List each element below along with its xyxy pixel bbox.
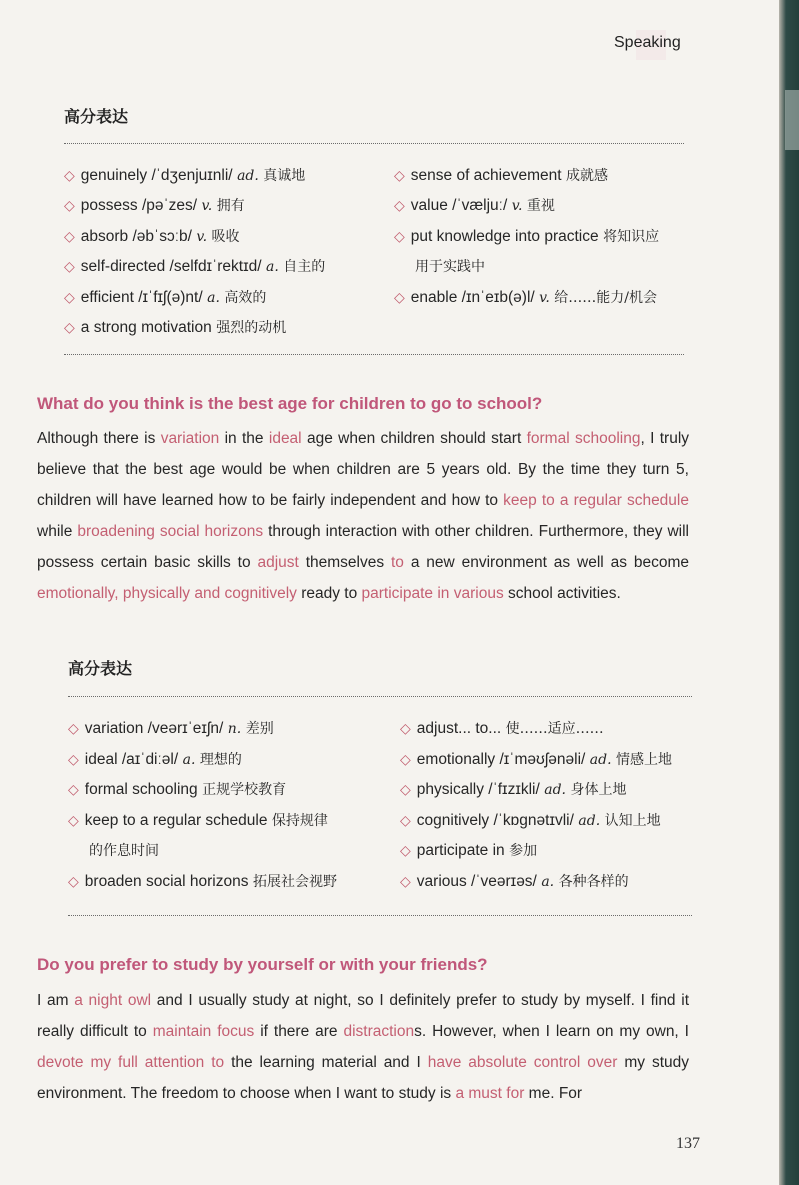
question-heading-2: Do you prefer to study by yourself or with your friends? bbox=[37, 955, 488, 974]
vocab-pos: v. bbox=[534, 289, 550, 306]
vocab-zh-continuation: 的作息时间 bbox=[89, 843, 159, 860]
vocab-meaning: 吸收 bbox=[207, 228, 240, 245]
vocab-pos: v. bbox=[197, 198, 213, 215]
vocab-term: sense of achievement bbox=[410, 167, 562, 184]
vocab-term: emotionally /ɪˈməʊʃənəli/ bbox=[416, 750, 586, 768]
paragraph-text: while bbox=[37, 523, 78, 540]
vocab-term: put knowledge into practice bbox=[410, 227, 599, 245]
vocab-meaning: 给……能力/机会 bbox=[549, 289, 658, 306]
vocab-meaning: 情感上地 bbox=[611, 751, 672, 768]
spine-tab bbox=[785, 90, 799, 150]
highlighted-phrase: maintain focus bbox=[152, 1023, 255, 1040]
paragraph-text: Although there is bbox=[37, 430, 161, 447]
vocab-meaning: 成就感 bbox=[561, 168, 609, 184]
diamond-bullet-icon: ◇ bbox=[64, 167, 75, 183]
diamond-bullet-icon: ◇ bbox=[400, 811, 411, 828]
paragraph-text: themselves bbox=[298, 554, 391, 571]
dotted-divider bbox=[64, 354, 684, 355]
vocab-item bbox=[89, 840, 159, 860]
highlighted-phrase: broadening social horizons bbox=[77, 523, 264, 540]
highlighted-phrase: a night owl bbox=[74, 992, 152, 1009]
diamond-bullet-icon: ◇ bbox=[68, 811, 79, 828]
vocab-item bbox=[64, 226, 240, 246]
paragraph-text: through interaction with other children. Furthermore, they will possess certain basic skills to bbox=[37, 523, 689, 571]
vocab-meaning: 高效的 bbox=[219, 289, 267, 306]
book-spine-edge bbox=[779, 0, 799, 1185]
paragraph-text: if there are bbox=[254, 1023, 344, 1040]
diamond-bullet-icon: ◇ bbox=[64, 319, 75, 335]
diamond-bullet-icon: ◇ bbox=[68, 781, 79, 798]
vocab-item bbox=[394, 195, 555, 215]
vocab-term: cognitively /ˈkɒgnətɪvli/ bbox=[416, 811, 574, 829]
vocab-meaning: 重视 bbox=[522, 198, 555, 215]
highlighted-phrase: devote my full attention to bbox=[37, 1054, 225, 1071]
paragraph-text: in the bbox=[219, 430, 269, 447]
vocab-term: genuinely /ˈdʒenjuɪnli/ bbox=[80, 167, 233, 184]
paragraph-text: , I truly believe that the best age would be when children are 5 years old. By the time they turn 5, children will have learned how to be fairly independent and how to bbox=[37, 430, 690, 509]
vocab-item bbox=[400, 840, 537, 860]
vocab-meaning: 各种各样的 bbox=[554, 874, 629, 890]
diamond-bullet-icon: ◇ bbox=[394, 227, 405, 244]
vocab-meaning: 参加 bbox=[504, 843, 538, 860]
diamond-bullet-icon: ◇ bbox=[400, 750, 411, 767]
vocab-term: self-directed /selfdɪˈrektɪd/ bbox=[80, 258, 262, 276]
vocab-pos: ad. bbox=[585, 751, 612, 768]
vocab-pos: ad. bbox=[573, 812, 601, 829]
vocab-meaning: 理想的 bbox=[195, 751, 242, 768]
highlighted-phrase: emotionally, physically and cognitively bbox=[37, 585, 297, 602]
diamond-bullet-icon: ◇ bbox=[64, 258, 75, 275]
answer-paragraph-1 bbox=[37, 423, 689, 609]
paragraph-text: a new environment as well as become bbox=[403, 554, 690, 571]
answer-paragraph-2 bbox=[37, 985, 689, 1109]
vocab-item bbox=[394, 226, 659, 246]
vocab-term: formal schooling bbox=[84, 781, 198, 799]
vocab-item bbox=[68, 871, 337, 891]
diamond-bullet-icon: ◇ bbox=[394, 167, 405, 183]
vocab-item bbox=[68, 749, 242, 769]
vocab-meaning: 强烈的动机 bbox=[211, 320, 287, 336]
vocab-item bbox=[394, 287, 657, 307]
highlighted-phrase: adjust bbox=[257, 554, 299, 571]
vocab-item bbox=[68, 718, 274, 738]
vocab-item bbox=[64, 317, 286, 337]
vocab-pos: ad. bbox=[232, 168, 259, 184]
vocab-item bbox=[400, 871, 629, 891]
highlighted-phrase: a must for bbox=[455, 1085, 525, 1102]
diamond-bullet-icon: ◇ bbox=[68, 750, 79, 767]
diamond-bullet-icon: ◇ bbox=[64, 197, 75, 214]
vocab-term: possess /pəˈzes/ bbox=[80, 197, 198, 215]
vocab-pos: a. bbox=[202, 289, 220, 306]
vocab-pos: v. bbox=[191, 228, 208, 245]
vocab-item bbox=[400, 779, 626, 799]
highlighted-phrase: have absolute control over bbox=[427, 1054, 618, 1071]
highlighted-phrase: ideal bbox=[268, 430, 302, 447]
vocab-meaning: 正规学校教育 bbox=[197, 782, 287, 799]
diamond-bullet-icon: ◇ bbox=[394, 197, 405, 214]
highlighted-phrase: keep to a regular schedule bbox=[503, 492, 689, 509]
highlighted-phrase: formal schooling bbox=[526, 430, 641, 447]
vocab-meaning: 保持规律 bbox=[267, 812, 328, 829]
vocab-meaning: 自主的 bbox=[278, 259, 326, 276]
vocab-meaning: 使……适应…… bbox=[501, 721, 604, 737]
vocab-term: enable /ɪnˈeɪb(ə)l/ bbox=[410, 288, 535, 306]
diamond-bullet-icon: ◇ bbox=[394, 288, 405, 305]
running-header: Speaking bbox=[614, 34, 681, 51]
paragraph-text: school activities. bbox=[503, 585, 621, 602]
vocab-meaning: 真诚地 bbox=[258, 168, 306, 184]
vocab-item bbox=[68, 810, 328, 830]
vocab-meaning: 拓展社会视野 bbox=[248, 874, 337, 890]
vocab-item bbox=[400, 749, 672, 769]
vocab-pos: v. bbox=[507, 198, 523, 215]
vocab-term: variation /veərɪˈeɪʃn/ bbox=[84, 720, 224, 737]
vocab-item bbox=[64, 256, 325, 276]
vocab-term: adjust... to... bbox=[416, 720, 502, 737]
diamond-bullet-icon: ◇ bbox=[64, 227, 75, 244]
page-number: 137 bbox=[676, 1135, 700, 1152]
diamond-bullet-icon: ◇ bbox=[68, 873, 79, 889]
paragraph-text: me. For bbox=[524, 1085, 583, 1102]
paragraph-text: the learning material and I bbox=[224, 1054, 428, 1071]
dotted-divider bbox=[68, 696, 692, 697]
dotted-divider bbox=[68, 915, 692, 916]
vocab-item bbox=[64, 287, 266, 307]
paragraph-text: ready to bbox=[296, 585, 362, 602]
vocab-term: a strong motivation bbox=[80, 319, 212, 336]
diamond-bullet-icon: ◇ bbox=[64, 288, 75, 305]
vocab-item bbox=[400, 718, 604, 738]
vocab-meaning: 拥有 bbox=[212, 198, 245, 215]
vocab-item bbox=[64, 165, 305, 185]
paragraph-text: and I usually study at night, so I definitely prefer to study by myself. I find it really difficult to bbox=[37, 992, 689, 1040]
vocab-term: broaden social horizons bbox=[84, 873, 249, 890]
vocab-term: keep to a regular schedule bbox=[84, 811, 268, 829]
dotted-divider bbox=[64, 143, 684, 144]
vocab-title-2: 高分表达 bbox=[68, 659, 133, 678]
diamond-bullet-icon: ◇ bbox=[400, 781, 411, 798]
vocab-item bbox=[400, 810, 661, 830]
vocab-item bbox=[68, 779, 286, 799]
vocab-zh-continuation: 用于实践中 bbox=[415, 259, 485, 276]
vocab-term: participate in bbox=[416, 842, 505, 860]
vocab-item bbox=[64, 195, 245, 215]
highlighted-phrase: variation bbox=[160, 430, 220, 447]
vocab-item bbox=[394, 165, 608, 185]
vocab-item bbox=[415, 256, 485, 276]
vocab-term: ideal /aɪˈdiːəl/ bbox=[84, 750, 179, 768]
diamond-bullet-icon: ◇ bbox=[68, 720, 79, 736]
paragraph-text: my study environment. The freedom to choose when I want to study is bbox=[37, 1054, 689, 1102]
vocab-meaning: 认知上地 bbox=[600, 812, 661, 829]
diamond-bullet-icon: ◇ bbox=[400, 873, 411, 889]
highlighted-phrase: to bbox=[391, 554, 404, 571]
vocab-term: efficient /ɪˈfɪʃ(ə)nt/ bbox=[80, 288, 203, 306]
vocab-term: physically /ˈfɪzɪkli/ bbox=[416, 781, 540, 799]
vocab-pos: n. bbox=[223, 721, 242, 737]
vocab-term: absorb /əbˈsɔːb/ bbox=[80, 227, 192, 245]
vocab-term: value /ˈvæljuː/ bbox=[410, 197, 508, 215]
paragraph-text: age when children should start bbox=[301, 430, 527, 447]
paragraph-text: I am bbox=[37, 992, 75, 1009]
vocab-pos: a. bbox=[261, 259, 279, 276]
vocab-pos: a. bbox=[178, 751, 196, 768]
vocab-pos: a. bbox=[536, 874, 555, 890]
vocab-meaning: 身体上地 bbox=[566, 782, 627, 799]
vocab-term: various /ˈveərɪəs/ bbox=[416, 873, 537, 890]
vocab-meaning: 将知识应 bbox=[598, 228, 660, 245]
highlighted-phrase: participate in various bbox=[361, 585, 504, 602]
vocab-pos: ad. bbox=[539, 782, 567, 799]
vocab-title-1: 高分表达 bbox=[64, 107, 129, 126]
question-heading-1: What do you think is the best age for children to go to school? bbox=[37, 394, 543, 413]
paragraph-text: s. However, when I learn on my own, I bbox=[414, 1023, 689, 1040]
diamond-bullet-icon: ◇ bbox=[400, 842, 411, 859]
highlighted-phrase: distraction bbox=[343, 1023, 415, 1040]
vocab-meaning: 差别 bbox=[241, 721, 274, 737]
diamond-bullet-icon: ◇ bbox=[400, 720, 411, 736]
